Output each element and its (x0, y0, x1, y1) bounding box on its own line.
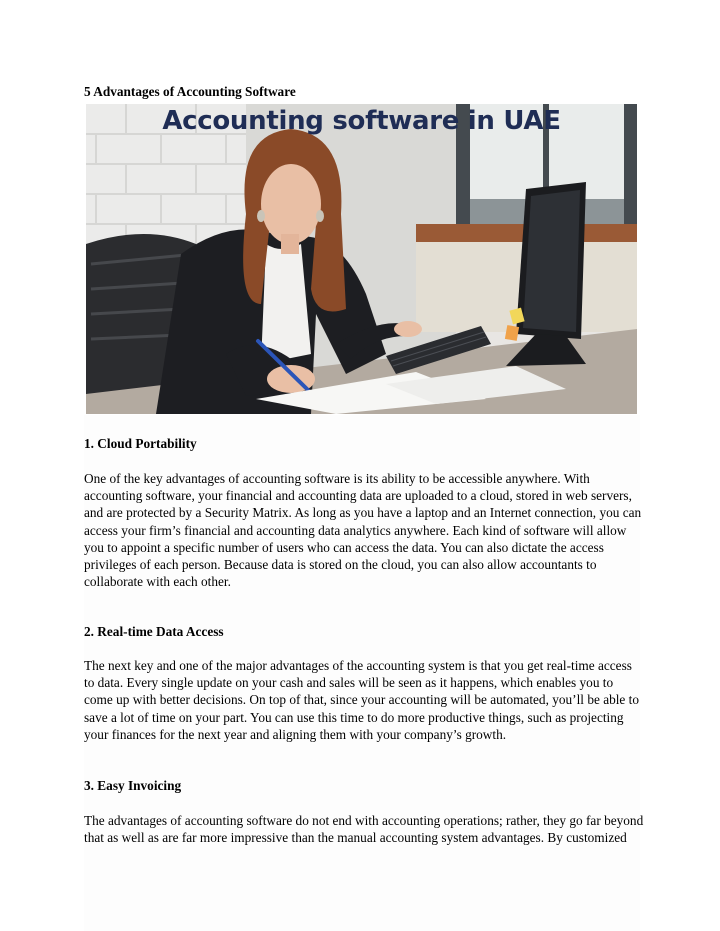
section-body-easy-invoicing: The advantages of accounting software do not end with accounting operations; rather, they go far beyond that as well as are far more impressive than the manual accounting system advantages. By customized (84, 813, 644, 846)
section-heading-real-time-data: 2. Real-time Data Access (84, 624, 224, 639)
hero-image (86, 104, 637, 414)
section-body-cloud-portability: One of the key advantages of accounting software is its ability to be accessible anywhere. With accounting software, your financial and accounting data are uploaded to a cloud, stored in web servers, and are protected by a Security Matrix. As long as you have a laptop and an Internet connection, you can access your firm’s financial and accounting data analytics anywhere. Each kind of software will allow you to appoint a specific number of users who can access the data. You can also dictate the access privileges of each person. Because data is stored on the cloud, you can also allow accountants to collaborate with each other. (84, 471, 642, 590)
document-title: 5 Advantages of Accounting Software (84, 84, 296, 99)
section-body-real-time-data: The next key and one of the major advantages of the accounting system is that you get real-time access to data. Every single update on your cash and sales will be seen as it happens, which enables you to come up with better decisions. On top of that, since your accounting will be automated, you’ll be able to save a lot of time on your part. You can use this time to do more productive things, such as projecting your finances for the next year and aligning them with your company’s growth. (84, 658, 640, 742)
section-heading-easy-invoicing: 3. Easy Invoicing (84, 778, 182, 793)
hero-caption: Accounting software in UAE (162, 106, 561, 136)
hero-illustration (86, 104, 637, 414)
section-heading-cloud-portability: 1. Cloud Portability (84, 436, 197, 451)
